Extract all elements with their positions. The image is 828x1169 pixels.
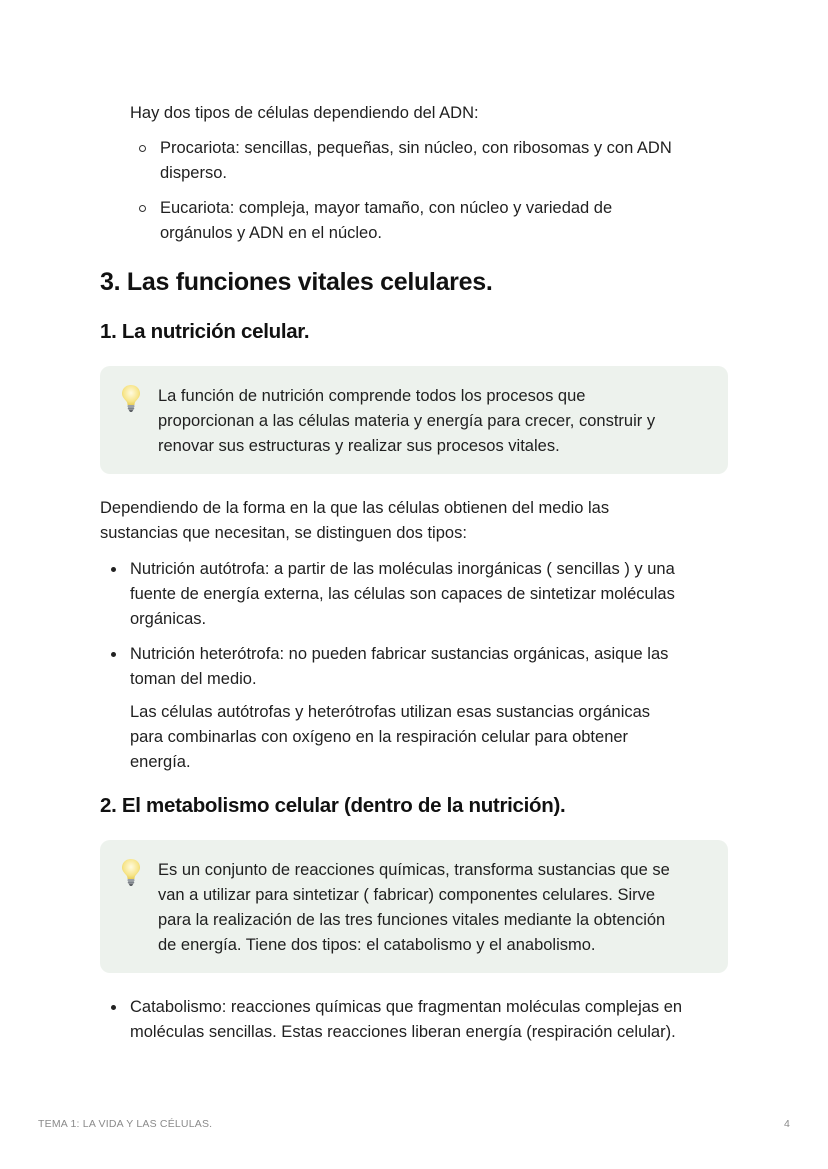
callout-nutricion: La función de nutrición comprende todos los procesos que proporcionan a las células materia y energía para crecer, construir y renovar sus estructuras y realizar sus procesos vitales.: [100, 366, 728, 474]
bullet-icon: [111, 567, 116, 572]
list-item-eucariota: Eucariota: compleja, mayor tamaño, con núcleo y variedad de orgánulos y ADN en el núcleo.: [130, 196, 730, 246]
hollow-bullet-icon: [139, 205, 146, 212]
footer-title: TEMA 1: LA VIDA Y LAS CÉLULAS.: [38, 1118, 213, 1130]
callout-metabolismo: Es un conjunto de reacciones químicas, transforma sustancias que se van a utilizar para sintetizar ( fabricar) componentes celulares. Sirve para la realización de las tres funciones vitales mediante la obtención de energía. Tiene dos tipos: el catabolismo y el anabolismo.: [100, 840, 728, 973]
hollow-bullet-icon: [139, 145, 146, 152]
note-paragraph: Las células autótrofas y heterótrofas utilizan esas sustancias orgánicas para combinarlas con oxígeno en la respiración celular para obtener energía.: [130, 703, 651, 771]
lightbulb-icon: [120, 384, 142, 414]
intro-text: Hay dos tipos de células dependiendo del ADN:: [130, 104, 479, 122]
cell-types-list: [130, 136, 730, 256]
page-number: 4: [784, 1118, 790, 1130]
section-heading: 3. Las funciones vitales celulares.: [100, 268, 493, 296]
list-item-procariota: Procariota: sencillas, pequeñas, sin núcleo, con ribosomas y con ADN disperso.: [130, 136, 730, 186]
list-item-heterotrofa: Nutrición heterótrofa: no pueden fabricar sustancias orgánicas, asique las toman del medio.: [100, 642, 730, 692]
subsection-heading-metabolismo: 2. El metabolismo celular (dentro de la nutrición).: [100, 794, 566, 817]
metabolism-types-list: [100, 995, 730, 1055]
nutrition-types-list: [100, 557, 730, 702]
paragraph-nutrition-types: Dependiendo de la forma en la que las células obtienen del medio las sustancias que necesitan, se distinguen dos tipos:: [100, 499, 610, 542]
bullet-icon: [111, 1005, 116, 1010]
subsection-heading-nutricion: 1. La nutrición celular.: [100, 320, 310, 343]
list-item-autotrofa: Nutrición autótrofa: a partir de las moléculas inorgánicas ( sencillas ) y una fuente de energía externa, las células son capaces de sintetizar moléculas orgánicas.: [100, 557, 730, 632]
list-item-catabolismo: Catabolismo: reacciones químicas que fragmentan moléculas complejas en moléculas sencillas. Estas reacciones liberan energía (respiración celular).: [100, 995, 730, 1045]
lightbulb-icon: [120, 858, 142, 888]
bullet-icon: [111, 652, 116, 657]
